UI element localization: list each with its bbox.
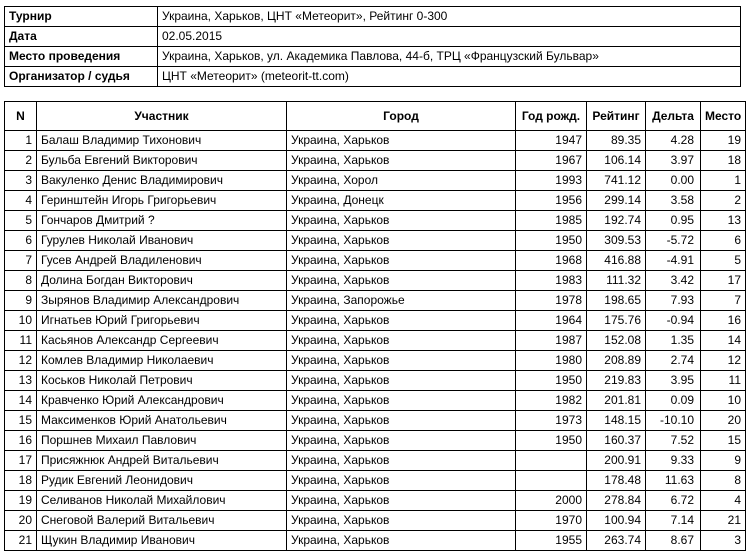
cell-birth-year: 1950 [516,231,587,251]
column-header-birth-year: Год рожд. [516,102,587,131]
table-row [5,211,746,231]
cell-place: 20 [701,411,746,431]
cell-rating: 278.84 [587,491,646,511]
cell-number: 13 [5,371,37,391]
cell-number: 10 [5,311,37,331]
cell-city: Украина, Харьков [287,451,516,471]
column-header-n: N [5,102,37,131]
cell-number: 8 [5,271,37,291]
cell-rating: 309.53 [587,231,646,251]
cell-birth-year: 1985 [516,211,587,231]
cell-delta: -5.72 [646,231,701,251]
cell-number: 15 [5,411,37,431]
cell-city: Украина, Харьков [287,211,516,231]
cell-city: Украина, Хорол [287,171,516,191]
cell-number: 4 [5,191,37,211]
cell-participant: Зырянов Владимир Александрович [37,291,287,311]
table-row [5,291,746,311]
cell-city: Украина, Харьков [287,131,516,151]
cell-participant: Щукин Владимир Иванович [37,531,287,551]
column-header-place: Место [701,102,746,131]
cell-delta: 11.63 [646,471,701,491]
cell-place: 16 [701,311,746,331]
cell-rating: 416.88 [587,251,646,271]
cell-delta: -0.94 [646,311,701,331]
cell-birth-year: 1950 [516,431,587,451]
cell-city: Украина, Харьков [287,351,516,371]
info-value-organizer: ЦНТ «Метеорит» (meteorit-tt.com) [158,67,741,87]
table-row [5,311,746,331]
cell-number: 19 [5,491,37,511]
cell-place: 4 [701,491,746,511]
info-row-tournament [5,7,741,27]
cell-delta: -10.10 [646,411,701,431]
cell-number: 6 [5,231,37,251]
table-row [5,191,746,211]
cell-participant: Игнатьев Юрий Григорьевич [37,311,287,331]
cell-birth-year: 1968 [516,251,587,271]
cell-participant: Бульба Евгений Викторович [37,151,287,171]
cell-city: Украина, Харьков [287,271,516,291]
cell-participant: Максименков Юрий Анатольевич [37,411,287,431]
cell-number: 14 [5,391,37,411]
cell-rating: 106.14 [587,151,646,171]
cell-birth-year [516,471,587,491]
results-header-row [5,102,746,131]
column-header-participant: Участник [37,102,287,131]
cell-city: Украина, Донецк [287,191,516,211]
table-row [5,271,746,291]
cell-city: Украина, Харьков [287,531,516,551]
info-label-date: Дата [5,27,158,47]
cell-number: 20 [5,511,37,531]
cell-number: 2 [5,151,37,171]
cell-rating: 200.91 [587,451,646,471]
cell-delta: 3.42 [646,271,701,291]
cell-birth-year: 1993 [516,171,587,191]
cell-place: 1 [701,171,746,191]
cell-place: 6 [701,231,746,251]
cell-place: 3 [701,531,746,551]
cell-participant: Кравченко Юрий Александрович [37,391,287,411]
cell-place: 21 [701,511,746,531]
cell-participant: Касьянов Александр Сергеевич [37,331,287,351]
cell-delta: 9.33 [646,451,701,471]
cell-place: 18 [701,151,746,171]
cell-delta: 4.28 [646,131,701,151]
cell-rating: 299.14 [587,191,646,211]
cell-place: 8 [701,471,746,491]
table-row [5,531,746,551]
cell-participant: Присяжнюк Андрей Витальевич [37,451,287,471]
cell-participant: Балаш Владимир Тихонович [37,131,287,151]
cell-birth-year: 1967 [516,151,587,171]
cell-rating: 100.94 [587,511,646,531]
column-header-city: Город [287,102,516,131]
info-value-venue: Украина, Харьков, ул. Академика Павлова, 44-б, ТРЦ «Французский Бульвар» [158,47,741,67]
cell-participant: Коськов Николай Петрович [37,371,287,391]
cell-rating: 192.74 [587,211,646,231]
cell-rating: 178.48 [587,471,646,491]
info-value-date: 02.05.2015 [158,27,741,47]
cell-rating: 201.81 [587,391,646,411]
cell-birth-year: 1973 [516,411,587,431]
cell-birth-year: 1987 [516,331,587,351]
column-header-rating: Рейтинг [587,102,646,131]
table-row [5,231,746,251]
cell-city: Украина, Харьков [287,511,516,531]
cell-place: 15 [701,431,746,451]
cell-participant: Селиванов Николай Михайлович [37,491,287,511]
cell-city: Украина, Харьков [287,151,516,171]
cell-delta: 7.93 [646,291,701,311]
cell-city: Украина, Харьков [287,391,516,411]
cell-participant: Поршнев Михаил Павлович [37,431,287,451]
cell-rating: 263.74 [587,531,646,551]
cell-birth-year: 1982 [516,391,587,411]
cell-participant: Гусев Андрей Владиленович [37,251,287,271]
cell-participant: Долина Богдан Викторович [37,271,287,291]
cell-birth-year: 1950 [516,371,587,391]
cell-birth-year: 1978 [516,291,587,311]
cell-number: 21 [5,531,37,551]
cell-participant: Рудик Евгений Леонидович [37,471,287,491]
cell-participant: Геринштейн Игорь Григорьевич [37,191,287,211]
cell-participant: Снеговой Валерий Витальевич [37,511,287,531]
cell-delta: 8.67 [646,531,701,551]
cell-city: Украина, Харьков [287,231,516,251]
table-row [5,331,746,351]
cell-rating: 89.35 [587,131,646,151]
cell-number: 5 [5,211,37,231]
cell-place: 17 [701,271,746,291]
info-value-tournament: Украина, Харьков, ЦНТ «Метеорит», Рейтинг 0-300 [158,7,741,27]
info-row-venue [5,47,741,67]
table-row [5,491,746,511]
table-row [5,251,746,271]
cell-place: 14 [701,331,746,351]
cell-number: 9 [5,291,37,311]
cell-delta: 0.00 [646,171,701,191]
cell-number: 7 [5,251,37,271]
cell-birth-year: 1955 [516,531,587,551]
cell-place: 19 [701,131,746,151]
cell-city: Украина, Запорожье [287,291,516,311]
cell-number: 3 [5,171,37,191]
info-row-organizer [5,67,741,87]
column-header-delta: Дельта [646,102,701,131]
cell-rating: 741.12 [587,171,646,191]
cell-birth-year: 1964 [516,311,587,331]
table-row [5,131,746,151]
table-row [5,451,746,471]
cell-city: Украина, Харьков [287,491,516,511]
cell-rating: 148.15 [587,411,646,431]
table-row [5,511,746,531]
cell-rating: 175.76 [587,311,646,331]
cell-city: Украина, Харьков [287,371,516,391]
cell-rating: 208.89 [587,351,646,371]
cell-place: 13 [701,211,746,231]
cell-city: Украина, Харьков [287,411,516,431]
info-label-venue: Место проведения [5,47,158,67]
cell-delta: 3.58 [646,191,701,211]
cell-rating: 198.65 [587,291,646,311]
cell-delta: -4.91 [646,251,701,271]
cell-participant: Вакуленко Денис Владимирович [37,171,287,191]
table-row [5,351,746,371]
cell-rating: 219.83 [587,371,646,391]
table-row [5,411,746,431]
table-row [5,171,746,191]
cell-delta: 7.14 [646,511,701,531]
cell-delta: 2.74 [646,351,701,371]
cell-city: Украина, Харьков [287,331,516,351]
cell-birth-year: 1956 [516,191,587,211]
cell-city: Украина, Харьков [287,471,516,491]
tournament-info-table [4,6,741,87]
cell-delta: 0.09 [646,391,701,411]
table-row [5,371,746,391]
cell-birth-year: 1970 [516,511,587,531]
cell-city: Украина, Харьков [287,251,516,271]
cell-city: Украина, Харьков [287,431,516,451]
cell-place: 9 [701,451,746,471]
cell-number: 16 [5,431,37,451]
cell-number: 17 [5,451,37,471]
cell-participant: Гончаров Дмитрий ? [37,211,287,231]
cell-rating: 160.37 [587,431,646,451]
table-row [5,391,746,411]
cell-city: Украина, Харьков [287,311,516,331]
cell-participant: Комлев Владимир Николаевич [37,351,287,371]
cell-place: 10 [701,391,746,411]
cell-delta: 0.95 [646,211,701,231]
cell-delta: 1.35 [646,331,701,351]
results-table [4,101,746,551]
cell-birth-year: 1980 [516,351,587,371]
table-row [5,151,746,171]
cell-participant: Гурулев Николай Иванович [37,231,287,251]
cell-number: 11 [5,331,37,351]
cell-number: 18 [5,471,37,491]
cell-delta: 3.97 [646,151,701,171]
cell-delta: 3.95 [646,371,701,391]
cell-delta: 6.72 [646,491,701,511]
info-label-tournament: Турнир [5,7,158,27]
cell-birth-year: 2000 [516,491,587,511]
cell-place: 5 [701,251,746,271]
results-body [5,131,746,551]
cell-rating: 152.08 [587,331,646,351]
cell-number: 1 [5,131,37,151]
info-row-date [5,27,741,47]
cell-delta: 7.52 [646,431,701,451]
cell-place: 11 [701,371,746,391]
cell-birth-year: 1947 [516,131,587,151]
cell-birth-year [516,451,587,471]
table-row [5,471,746,491]
info-label-organizer: Организатор / судья [5,67,158,87]
cell-place: 12 [701,351,746,371]
cell-place: 2 [701,191,746,211]
cell-number: 12 [5,351,37,371]
cell-rating: 111.32 [587,271,646,291]
table-row [5,431,746,451]
cell-birth-year: 1983 [516,271,587,291]
cell-place: 7 [701,291,746,311]
